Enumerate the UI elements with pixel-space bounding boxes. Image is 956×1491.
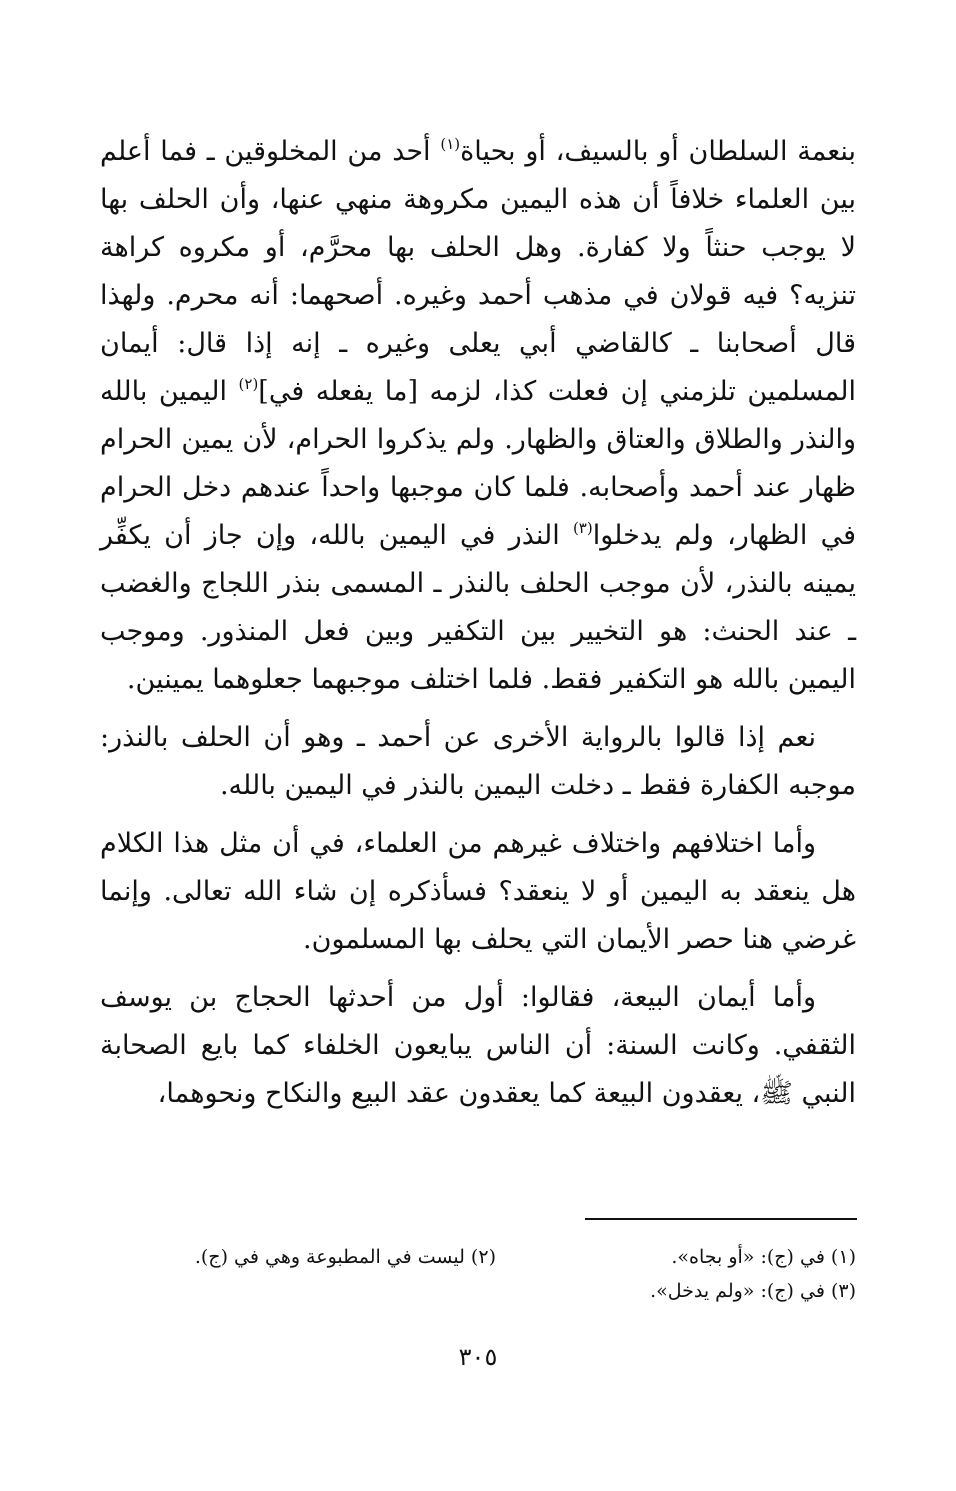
paragraph-1 (100, 128, 856, 704)
footnote-row (100, 1274, 856, 1308)
paragraph-2 (100, 714, 856, 810)
text-run: وأما أيمان البيعة، فقالوا: أول من أحدثها الحجاج بن يوسف الثقفي. وكانت السنة: أن الناس يبايعون الخلفاء كما بايع الصحابة النبي ﷺ، يعقدون البيعة كما يعقدون عقد البيع والنكاح ونحوهما، (100, 982, 856, 1109)
footnote-reference: (٣) (572, 519, 593, 537)
text-run: أحد من المخلوقين ـ فما أعلم بين العلماء خلافاً أن هذه اليمين مكروهة منهي عنها، وأن الحلف بها لا يوجب حنثاً ولا كفارة. وهل الحلف بها محرَّم، أو مكروه كراهة تنزيه؟ فيه قولان في مذهب أحمد وغيره. أصحهما: أنه محرم. ولهذا قال أصحابنا ـ كالقاضي أبي يعلى وغيره ـ إنه إذا قال: أيمان المسلمين تلزمني إن فعلت كذا، لزمه [ما يفعله في] (100, 136, 857, 407)
footnote-3: (٣) في (ج): «ولم يدخل». (650, 1280, 856, 1302)
paragraph-3 (100, 820, 856, 964)
paragraph-4 (100, 974, 856, 1118)
footnote-row (100, 1240, 856, 1274)
footnote-1: (١) في (ج): «أو بجاه». (671, 1246, 856, 1268)
text-run: النذر في اليمين بالله، وإن جاز أن يكفِّر يمينه بالنذر، لأن موجب الحلف بالنذر ـ المسمى بنذر اللجاج والغضب ـ عند الحنث: هو التخيير بين التكفير وبين فعل المنذور. وموجب اليمين بالله هو التكفير فقط. فلما اختلف موجبهما جعلوهما يمينين. (100, 520, 856, 695)
footnote-reference: (١) (440, 135, 461, 153)
footnote-reference: (٢) (238, 375, 259, 393)
text-run: وأما اختلافهم واختلاف غيرهم من العلماء، في أن مثل هذا الكلام هل ينعقد به اليمين أو لا ينعقد؟ فسأذكره إن شاء الله تعالى. وإنما غرضي هنا حصر الأيمان التي يحلف بها المسلمون. (100, 828, 856, 955)
footnote-separator-rule (585, 1218, 857, 1220)
page-number: ٣٠٥ (458, 1343, 498, 1371)
text-run: اليمين بالله والنذر والطلاق والعتاق والظهار. ولم يذكروا الحرام، لأن يمين الحرام ظهار عند أحمد وأصحابه. فلما كان موجبها واحداً عندهم دخل الحرام في الظهار، ولم يدخلوا (100, 376, 856, 551)
footnotes (100, 1240, 856, 1308)
footnote-2: (٢) ليست في المطبوعة وهي في (ج). (194, 1246, 496, 1268)
text-run: بنعمة السلطان أو بالسيف، أو بحياة (460, 136, 856, 167)
text-run: نعم إذا قالوا بالرواية الأخرى عن أحمد ـ وهو أن الحلف بالنذر: موجبه الكفارة فقط ـ دخلت اليمين بالنذر في اليمين بالله. (100, 722, 856, 801)
main-text-body (100, 128, 856, 1128)
